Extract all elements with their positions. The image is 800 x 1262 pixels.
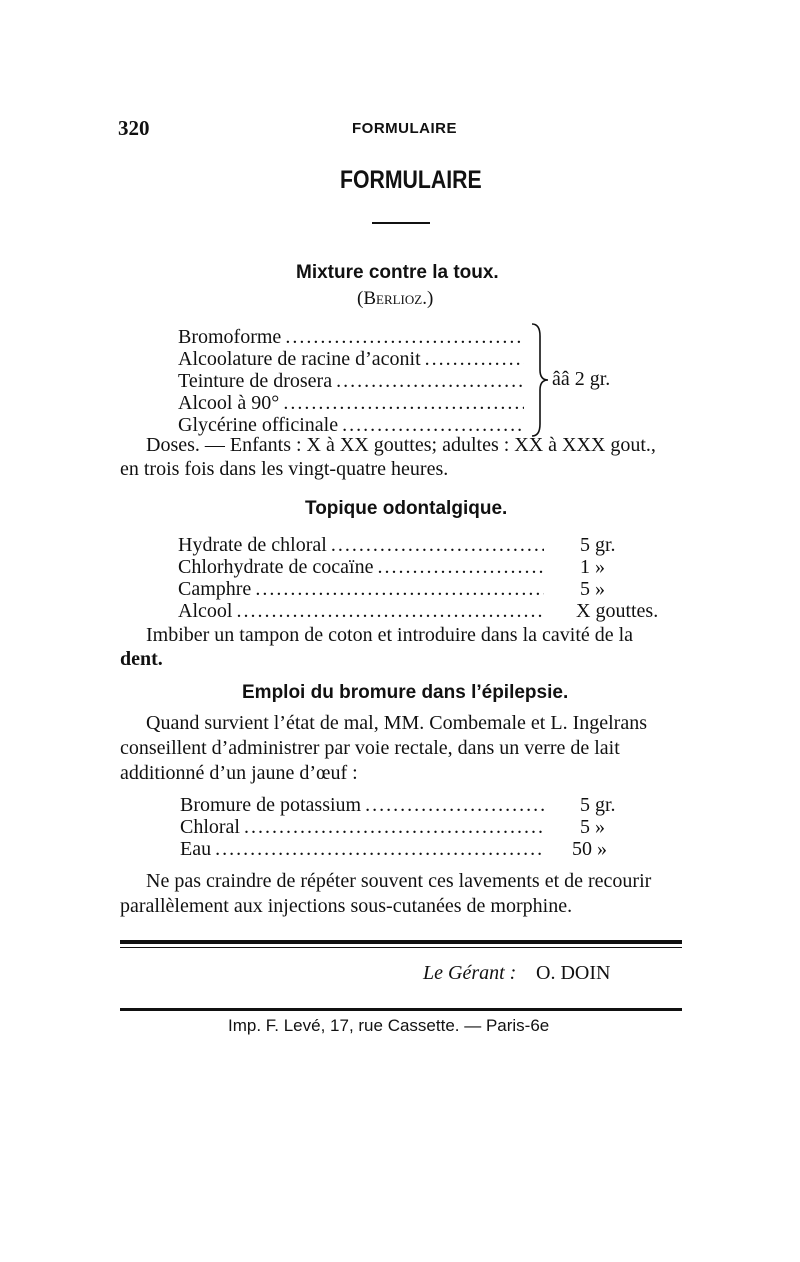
author-name: (Berlioz.)	[357, 288, 434, 309]
ingredient-name: Alcoolature de racine d’aconit	[178, 348, 421, 370]
ingredient-name: Eau	[180, 838, 212, 860]
ingredient-name: Hydrate de chloral	[178, 534, 327, 556]
section-heading-mixture: Mixture contre la toux.	[296, 262, 499, 283]
ingredient-row	[180, 838, 548, 861]
ingredient-qty: 5 gr.	[580, 534, 616, 556]
gerant-name: O. DOIN	[536, 962, 611, 984]
paragraph-line: additionné d’un jaune d’œuf :	[120, 762, 358, 784]
section-heading-topique: Topique odontalgique.	[305, 498, 508, 519]
ingredient-name: Bromure de potassium	[180, 794, 362, 816]
doses-line: en trois fois dans les vingt-quatre heures.	[120, 458, 449, 480]
instruction-line: Imbiber un tampon de coton et introduire dans la cavité de la	[146, 624, 634, 646]
ingredient-name: Glycérine officinale	[178, 414, 339, 436]
ingredient-row	[180, 794, 548, 817]
ingredient-name: Alcool	[178, 600, 233, 622]
ingredient-row	[178, 348, 528, 371]
ingredient-row	[178, 534, 548, 557]
section-heading-bromure: Emploi du bromure dans l’épilepsie.	[242, 682, 569, 703]
ingredient-row	[178, 392, 528, 415]
paragraph-line: Quand survient l’état de mal, MM. Combemale et L. Ingelrans	[146, 712, 647, 734]
imprint-line: Imp. F. Levé, 17, rue Cassette. — Paris-6e	[228, 1016, 550, 1035]
ingredient-row	[178, 556, 548, 579]
instruction-line: dent.	[120, 648, 163, 670]
ingredient-name: Bromoforme	[178, 326, 282, 348]
ingredient-row	[178, 326, 528, 349]
page-title: FORMULAIRE	[340, 166, 482, 194]
ingredient-qty: 5 »	[580, 578, 605, 600]
ingredient-qty: 5 »	[580, 816, 605, 838]
running-title: FORMULAIRE	[352, 120, 457, 137]
ingredient-name: Alcool à 90°	[178, 392, 280, 414]
paragraph-line: conseillent d’administrer par voie rectale, dans un verre de lait	[120, 737, 620, 759]
ingredient-name: Teinture de drosera	[178, 370, 333, 392]
ingredient-row	[178, 578, 548, 601]
ingredient-row	[178, 600, 548, 623]
imprint-rule	[120, 1008, 682, 1011]
dose-label: ââ 2 gr.	[552, 368, 611, 390]
ingredient-row	[178, 370, 528, 393]
page-number: 320	[118, 116, 150, 140]
brace-icon	[530, 322, 552, 438]
ingredient-name: Chlorhydrate de cocaïne	[178, 556, 374, 578]
footer-rule-thick	[120, 940, 682, 944]
ingredient-qty: X gouttes.	[576, 600, 659, 622]
ingredient-qty: 1 »	[580, 556, 605, 578]
doses-line: Doses. — Enfants : X à XX gouttes; adultes : XX à XXX gout.,	[146, 434, 656, 456]
footer-rule-thin	[120, 947, 682, 948]
paragraph-line: Ne pas craindre de répéter souvent ces lavements et de recourir	[146, 870, 652, 892]
gerant-label: Le Gérant :	[423, 962, 517, 984]
ingredient-qty: 50 »	[572, 838, 607, 860]
ingredient-row	[180, 816, 548, 839]
title-rule	[372, 222, 430, 224]
ingredient-qty: 5 gr.	[580, 794, 616, 816]
ingredient-name: Chloral	[180, 816, 240, 838]
ingredient-name: Camphre	[178, 578, 252, 600]
paragraph-line: parallèlement aux injections sous-cutanées de morphine.	[120, 895, 573, 917]
